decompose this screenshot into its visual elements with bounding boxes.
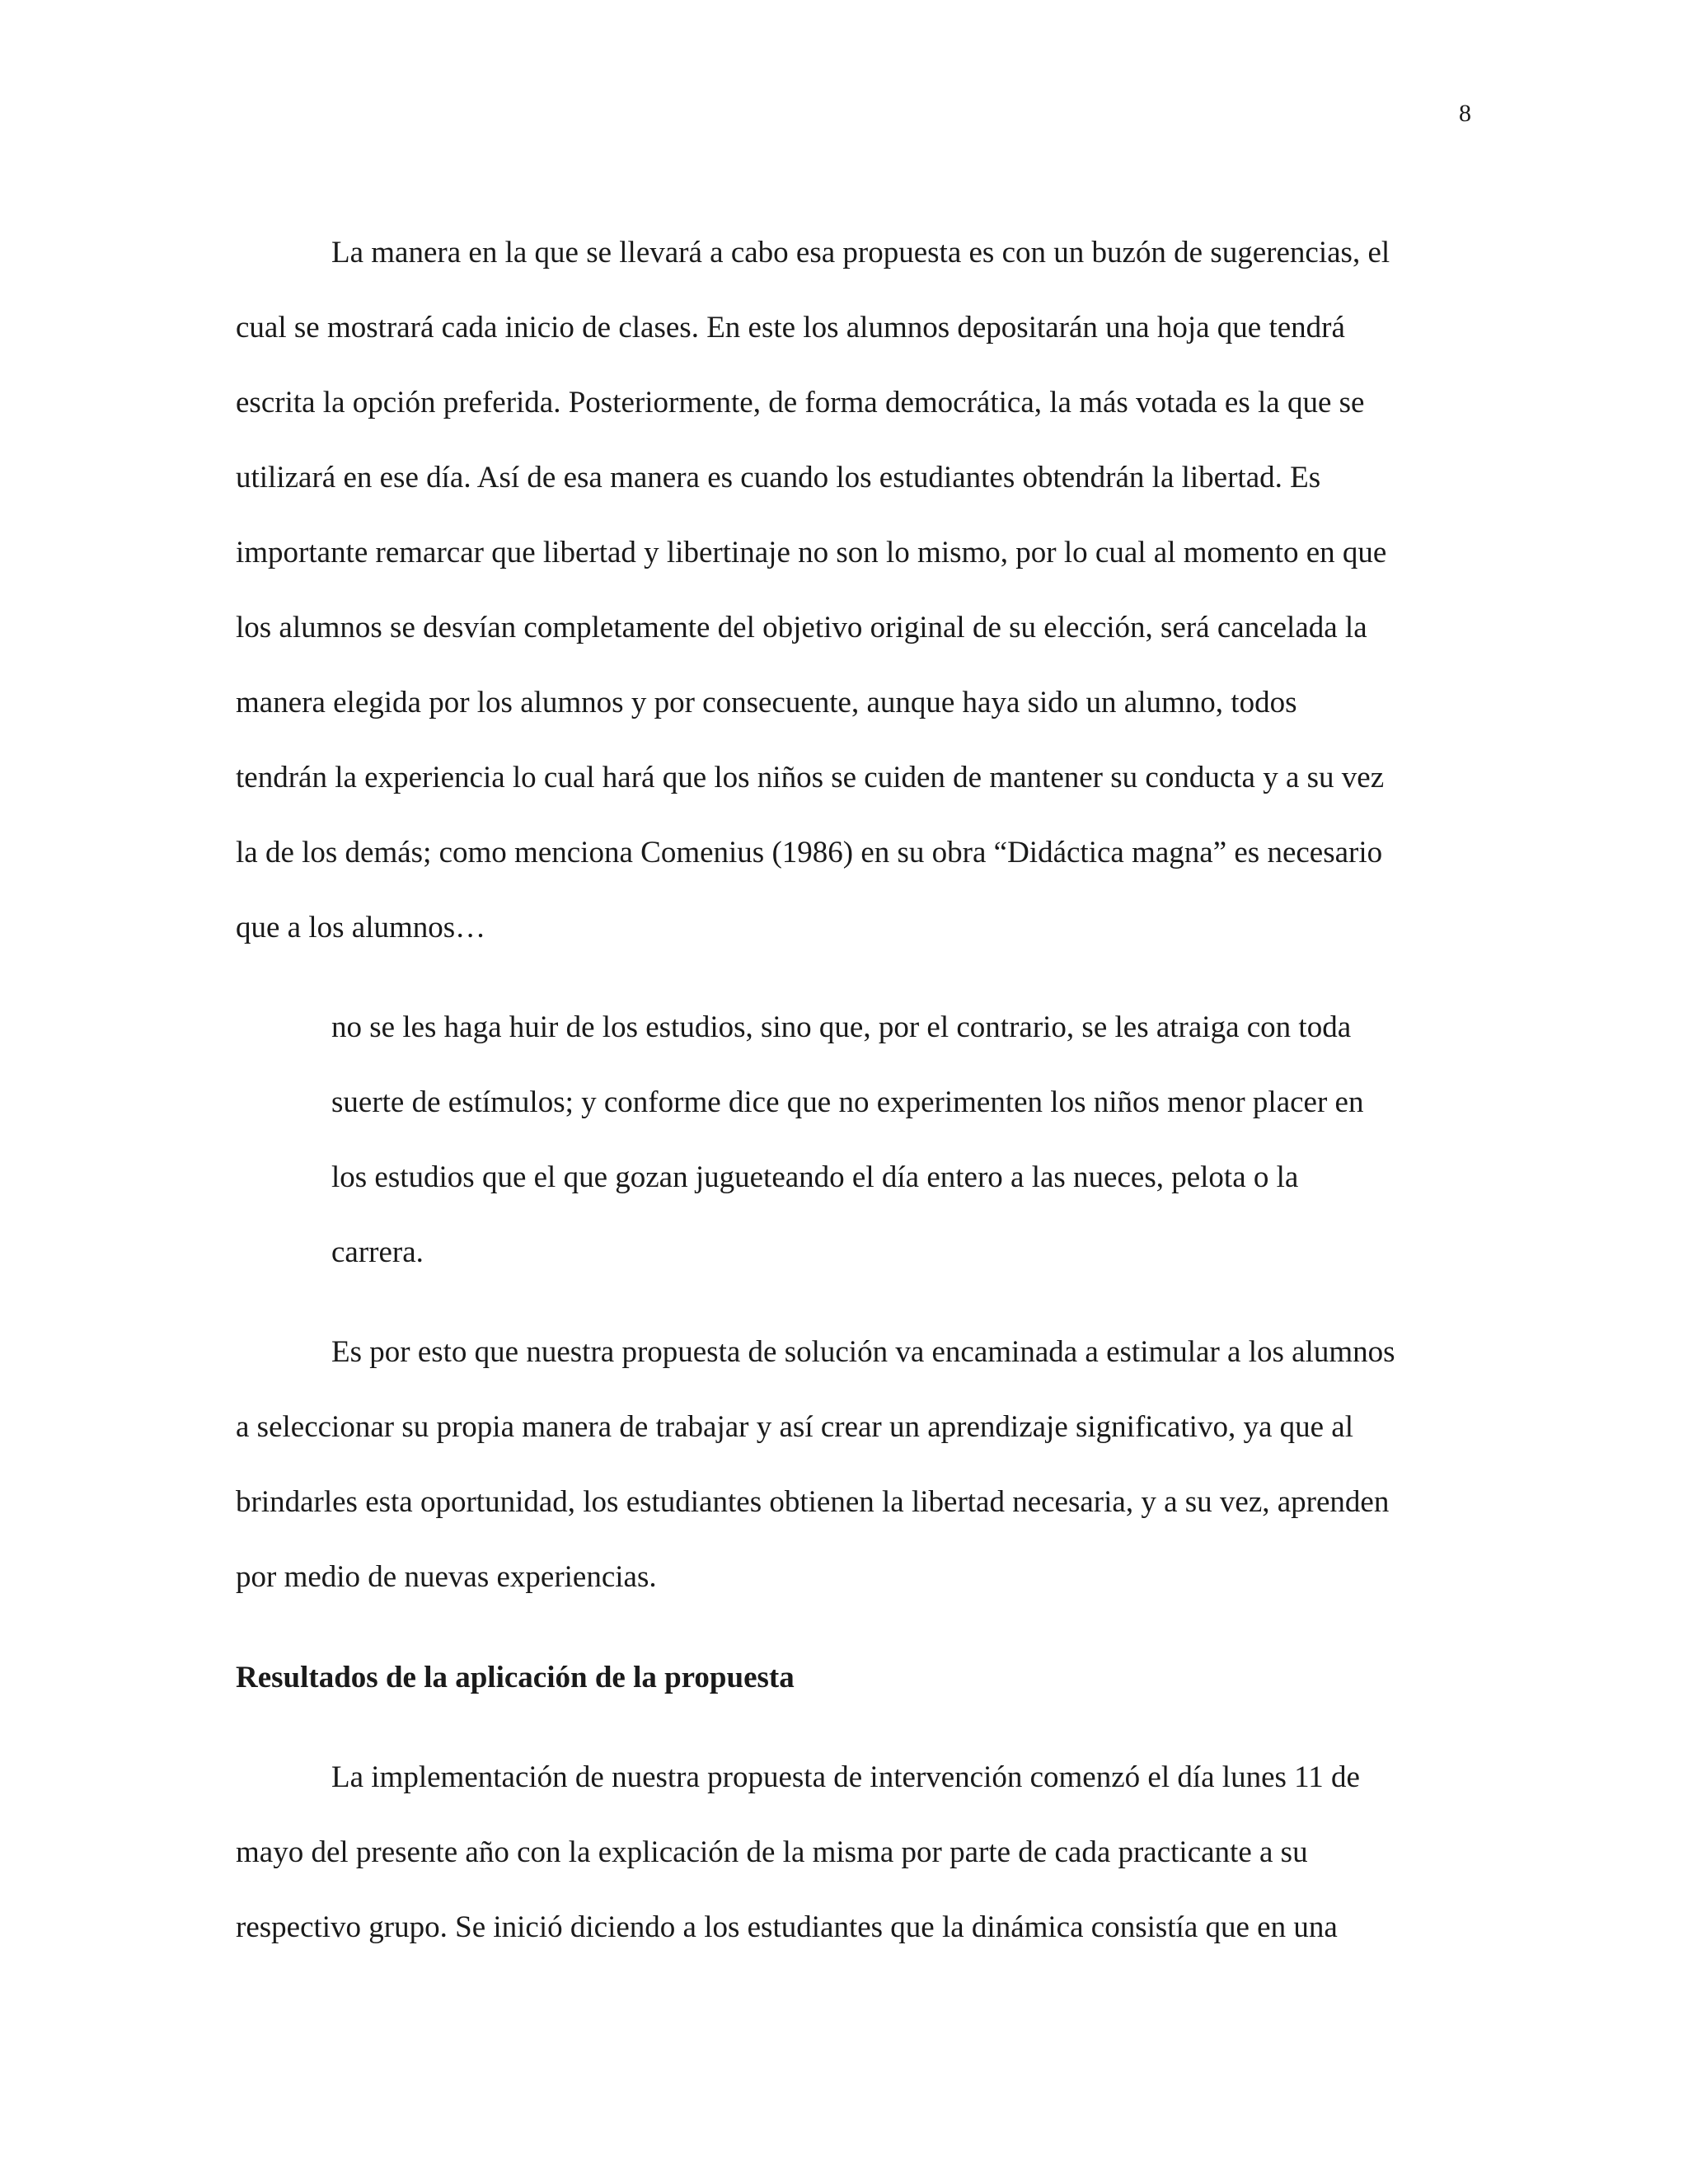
paragraph-1-line-8: tendrán la experiencia lo cual hará que los niños se cuiden de mantener su conducta y a su vez [236,761,1385,794]
paragraph-1-line-9: la de los demás; como menciona Comenius (1986) en su obra “Didáctica magna” es necesario [236,836,1383,869]
paragraph-3-line-1: La implementación de nuestra propuesta de intervención comenzó el día lunes 11 de [331,1760,1360,1794]
paragraph-1-line-7: manera elegida por los alumnos y por consecuente, aunque haya sido un alumno, todos [236,686,1297,719]
block-quote-line-2: suerte de estímulos; y conforme dice que no experimenten los niños menor placer en [331,1085,1364,1119]
paragraph-1-line-4: utilizará en ese día. Así de esa manera es cuando los estudiantes obtendrán la libertad. Es [236,461,1321,494]
paragraph-1-line-5: importante remarcar que libertad y libertinaje no son lo mismo, por lo cual al momento en que [236,536,1387,569]
section-heading: Resultados de la aplicación de la propuesta [236,1661,795,1694]
paragraph-2-line-3: brindarles esta oportunidad, los estudiantes obtienen la libertad necesaria, y a su vez, aprenden [236,1485,1390,1519]
paragraph-1-line-6: los alumnos se desvían completamente del objetivo original de su elección, será cancelada la [236,611,1367,644]
block-quote-line-3: los estudios que el que gozan jugueteando el día entero a las nueces, pelota o la [331,1160,1299,1194]
paragraph-1-line-1: La manera en la que se llevará a cabo esa propuesta es con un buzón de sugerencias, el [331,236,1390,269]
paragraph-2-line-1: Es por esto que nuestra propuesta de solución va encaminada a estimular a los alumnos [331,1335,1395,1369]
paragraph-2-line-4: por medio de nuevas experiencias. [236,1560,657,1594]
paragraph-1-line-3: escrita la opción preferida. Posteriormente, de forma democrática, la más votada es la que se [236,386,1365,419]
block-quote-line-4: carrera. [331,1235,424,1269]
paragraph-2-line-2: a seleccionar su propia manera de trabajar y así crear un aprendizaje significativo, ya que al [236,1410,1354,1444]
paragraph-3-line-2: mayo del presente año con la explicación de la misma por parte de cada practicante a su [236,1835,1308,1869]
paragraph-3-line-3: respectivo grupo. Se inició diciendo a los estudiantes que la dinámica consistía que en una [236,1910,1338,1944]
paragraph-1-line-2: cual se mostrará cada inicio de clases. En este los alumnos depositarán una hoja que tendrá [236,311,1345,344]
block-quote-line-1: no se les haga huir de los estudios, sino que, por el contrario, se les atraiga con toda [331,1010,1352,1044]
page-number: 8 [1459,100,1471,127]
paragraph-1-line-10: que a los alumnos… [236,911,486,944]
